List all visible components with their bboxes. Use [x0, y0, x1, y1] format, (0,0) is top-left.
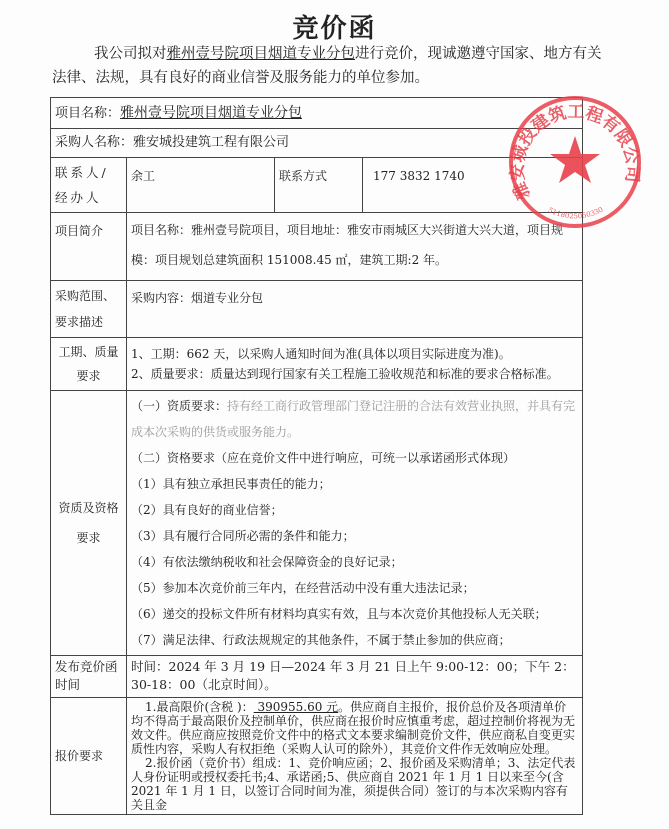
label: 项目名称：: [55, 105, 121, 121]
purchaser-row: [51, 129, 583, 158]
qual-item: （7）满足法律、行政法规规定的其他条件，不属于禁止参加的供应商；: [131, 633, 511, 647]
document-title: 竞价函: [292, 14, 377, 44]
phone-value: 177 3832 1740: [363, 158, 583, 213]
bid-table: [50, 97, 583, 815]
qual-item: （4）有依法缴纳税收和社会保障资金的良好记录；: [131, 555, 403, 569]
contact-label: 联系人/经办人: [51, 158, 127, 213]
quote-p1-pre: 1.最高限价(含税 )：: [145, 700, 254, 714]
company-seal: [505, 92, 645, 232]
max-price: 390955.60 元: [253, 700, 339, 714]
intro-pre: 我公司拟对: [94, 46, 167, 62]
qual-item: （1）具有独立承担民事责任的能力；: [131, 477, 331, 491]
scope-label: 采购范围、要求描述: [51, 281, 127, 338]
label: 采购人名称：: [55, 135, 134, 150]
qual-item: （2）具有良好的商业信誉；: [131, 503, 283, 517]
quote-label: 报价要求: [51, 698, 127, 815]
q1-head: （一）资质要求：: [131, 399, 228, 413]
period-line: 1、工期：662 天，以采购人通知时间为准(具体以项目实际进度为准)。: [131, 347, 511, 361]
quote-value: [127, 698, 583, 815]
project-name-row: [51, 98, 583, 129]
qualification-value: [127, 391, 583, 656]
star-icon: [550, 136, 600, 183]
publish-label: 发布竞价函时间: [51, 656, 127, 698]
intro-post: 进行竞价，现诚邀遵守国家、地方有关法律、法规，具有良好的商业信誉及服务能力的单位参加。: [52, 46, 602, 86]
intro-paragraph: [52, 42, 612, 90]
intro-label: 项目简介: [51, 213, 127, 281]
seal-text: 雅安城投建筑工程有限公司: [507, 102, 643, 203]
period-label: 工期、质量要求: [51, 338, 127, 391]
intro-project: 雅州壹号院项目烟道专业分包: [166, 46, 355, 62]
qual-item: （6）递交的投标文件所有材料均真实有效，且与本次竞价其他投标人无关联；: [131, 607, 547, 621]
svg-text:5118025050330: [547, 206, 605, 221]
q1-body: 持有经工商行政管理部门登记注册的合法有效营业执照，并具有完成本次采购的供货或服务能力。: [131, 399, 576, 439]
scope-value: 采购内容：烟道专业分包: [127, 281, 583, 338]
publish-value: 时间：2024 年 3 月 19 日—2024 年 3 月 21 日上午 9:00-12：00；下午 2：30-18：00（北京时间）。: [127, 656, 583, 698]
intro-value: 项目名称：雅州壹号院项目，项目地址：雅安市雨城区大兴街道大兴大道，项目规模：项目规划总建筑面积 151008.45 ㎡，建筑工期:2 年。: [127, 213, 583, 281]
period-value: [127, 338, 583, 391]
qualification-label: 资质及资格要求: [51, 391, 127, 656]
contact-value: 余工: [127, 158, 275, 213]
q2-head: （二）资格要求（应在竞价文件中进行响应，可统一以承诺函形式体现）: [131, 451, 516, 465]
qual-item: （5）参加本次竞价前三年内，在经营活动中没有重大违法记录；: [131, 581, 475, 595]
quote-p1: [131, 700, 578, 756]
quality-line: 2、质量要求：质量达到现行国家有关工程施工验收规范和标准的要求合格标准。: [131, 367, 559, 381]
quote-p1-post: 。供应商自主报价，报价总价及各项清单价均不得高于最高限价及控制单价，供应商在报价时应慎重考虑，超过控制价将视为无效文件。供应商应按照竞价文件中的格式文本要求编制竞价文件，供应商私自变更实质性内容，采购人有权拒绝（采购人认可的除外），其竞价文件作无效响应处理。: [131, 700, 576, 756]
phone-label: 联系方式: [275, 158, 363, 213]
quote-p2: 2.报价函（竞价书）组成：1、竞价响应函；2、报价函及采购清单；3、法定代表人身份证明或授权委托书;4、承诺函;5、供应商自 2021 年 1 月 1 日以来至今(含 2021 年 1 月 1 日，以签订合同时间为准，须提供合同）签订的与本次采购内容有关且金: [131, 756, 576, 812]
purchaser-value: 雅安城投建筑工程有限公司: [133, 135, 290, 150]
seal-number: 5118025050330: [546, 205, 605, 221]
qual-item: （3）具有履行合同所必需的条件和能力；: [131, 529, 355, 543]
project-name-value: 雅州壹号院项目烟道专业分包: [120, 104, 303, 121]
